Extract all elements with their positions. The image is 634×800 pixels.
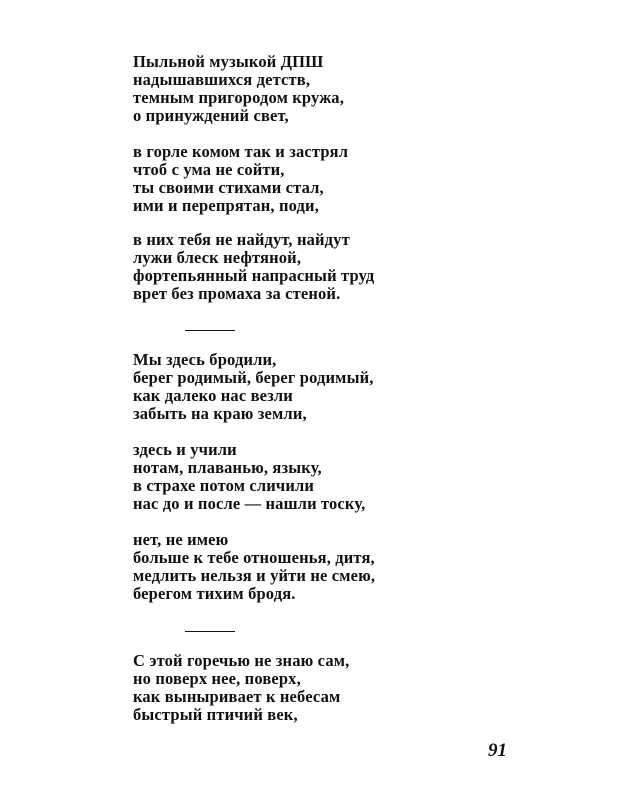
- verse-line: как далеко нас везли: [133, 386, 293, 405]
- poem-1-stanza-3: [133, 231, 374, 303]
- verse-line: чтоб с ума не сойти,: [133, 160, 285, 179]
- verse-line: нас до и после — нашли тоску,: [133, 494, 366, 513]
- verse-line: но поверх нее, поверх,: [133, 669, 301, 688]
- verse-line: берегом тихим бродя.: [133, 584, 296, 603]
- verse-line: в них тебя не найдут, найдут: [133, 230, 350, 249]
- verse-line: Пыльной музыкой ДПШ: [133, 52, 324, 71]
- poem-separator: [185, 631, 235, 632]
- verse-line: о принуждений свет,: [133, 106, 289, 125]
- verse-line: в страхе потом сличили: [133, 476, 315, 495]
- poem-2-stanza-3: [133, 531, 375, 603]
- verse-line: быстрый птичий век,: [133, 705, 298, 724]
- verse-line: как выныривает к небесам: [133, 687, 341, 706]
- verse-line: нет, не имею: [133, 530, 229, 549]
- verse-line: фортепьянный напрасный труд: [133, 266, 375, 285]
- verse-line: ими и перепрятан, поди,: [133, 196, 319, 215]
- poem-2-stanza-1: [133, 351, 374, 423]
- verse-line: Мы здесь бродили,: [133, 350, 277, 369]
- verse-line: С этой горечью не знаю сам,: [133, 651, 350, 670]
- poem-2-stanza-2: [133, 441, 365, 513]
- verse-line: лужи блеск нефтяной,: [133, 248, 302, 267]
- verse-line: нотам, плаванью, языку,: [133, 458, 322, 477]
- poem-separator: [185, 330, 235, 331]
- poem-1-stanza-1: [133, 53, 344, 125]
- verse-line: больше к тебе отношенья, дитя,: [133, 548, 375, 567]
- verse-line: берег родимый, берег родимый,: [133, 368, 374, 387]
- page-number: 91: [488, 740, 507, 761]
- poem-1-stanza-2: [133, 143, 348, 215]
- verse-line: в горле комом так и застрял: [133, 142, 349, 161]
- verse-line: надышавшихся детств,: [133, 70, 311, 89]
- verse-line: темным пригородом кружа,: [133, 88, 344, 107]
- verse-line: здесь и учили: [133, 440, 237, 459]
- verse-line: ты своими стихами стал,: [133, 178, 324, 197]
- verse-line: забыть на краю земли,: [133, 404, 307, 423]
- poem-3-stanza-1: [133, 652, 349, 724]
- verse-line: медлить нельзя и уйти не смею,: [133, 566, 376, 585]
- verse-line: врет без промаха за стеной.: [133, 284, 341, 303]
